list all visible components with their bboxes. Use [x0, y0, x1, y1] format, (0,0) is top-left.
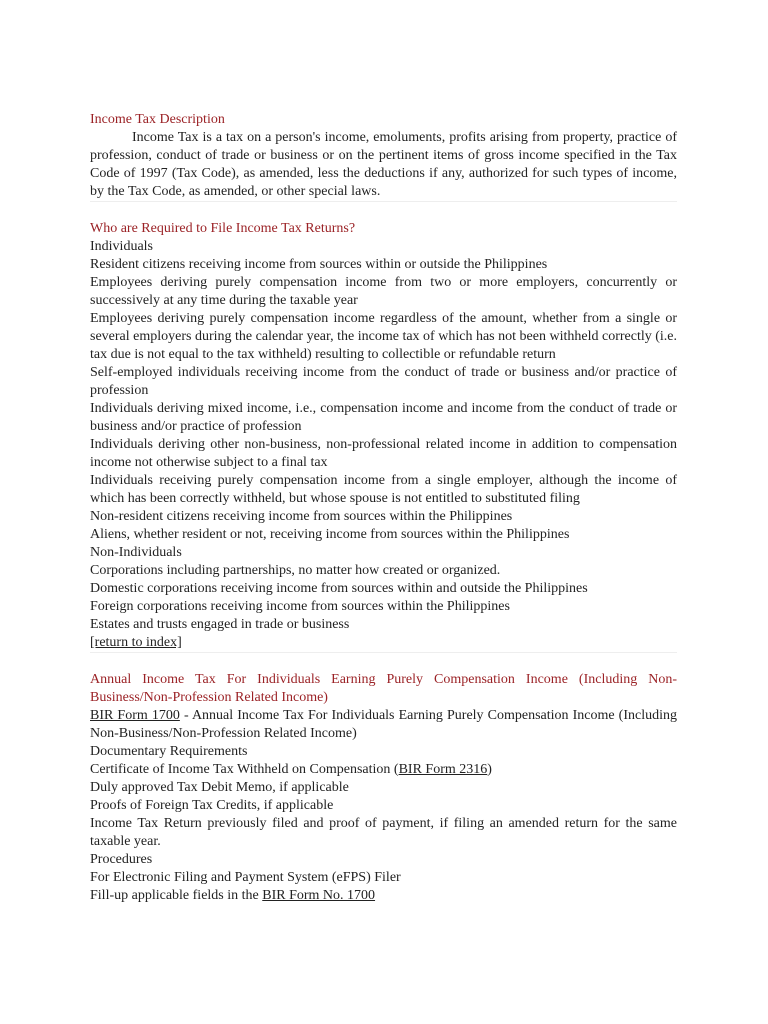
list-item: Proofs of Foreign Tax Credits, if applicable	[90, 798, 334, 813]
list-item: Individuals deriving other non-business, non-professional related income in addition to compensation income not otherwise subject to a final tax	[90, 437, 677, 470]
bir-form-2316-link[interactable]: BIR Form 2316	[398, 762, 488, 777]
list-item: Employees deriving purely compensation income regardless of the amount, whether from a single or several employers during the calendar year, the income tax of which has not been withheld correctly (i.e. tax due is not equal to the tax withheld) resulting to collectible or refundable return	[90, 311, 677, 362]
certificate-item	[90, 761, 677, 779]
list-item: Non-resident citizens receiving income from sources within the Philippines	[90, 509, 513, 524]
list-item: Aliens, whether resident or not, receiving income from sources within the Philippines	[90, 527, 570, 542]
procedures-label: Procedures	[90, 852, 153, 867]
documentary-requirements-label: Documentary Requirements	[90, 744, 248, 759]
list-item: Estates and trusts engaged in trade or business	[90, 617, 350, 632]
bir-form-no-1700-link[interactable]: BIR Form No. 1700	[262, 888, 376, 903]
list-item: Individuals receiving purely compensation income from a single employer, although the income of which has been correctly withheld, but whose spouse is not entitled to substituted filing	[90, 473, 677, 506]
list-item: Domestic corporations receiving income from sources within and outside the Philippines	[90, 581, 588, 596]
list-item: Self-employed individuals receiving income from the conduct of trade or business and/or practice of profession	[90, 365, 677, 398]
income-tax-description-heading: Income Tax Description	[90, 112, 225, 127]
bir-form-1700-description: - Annual Income Tax For Individuals Earning Purely Compensation Income (Including Non-Business/Non-Profession Related Income)	[90, 708, 678, 741]
list-item: Individuals deriving mixed income, i.e., compensation income and income from the conduct of trade or business and/or practice of profession	[90, 401, 677, 434]
certificate-text: Certificate of Income Tax Withheld on Compensation (	[90, 762, 399, 777]
efps-label: For Electronic Filing and Payment System (eFPS) Filer	[90, 870, 401, 885]
list-item: Resident citizens receiving income from sources within or outside the Philippines	[90, 257, 548, 272]
list-item: Foreign corporations receiving income from sources within the Philippines	[90, 599, 510, 614]
document-body	[90, 111, 677, 905]
bir-form-1700-link[interactable]: BIR Form 1700	[90, 708, 180, 723]
list-item: Income Tax Return previously filed and proof of payment, if filing an amended return for the same taxable year.	[90, 816, 677, 849]
bir-form-1700-paragraph	[90, 707, 677, 743]
certificate-suffix: )	[487, 762, 492, 777]
income-tax-description-paragraph: Income Tax is a tax on a person's income, emoluments, profits arising from property, practice of profession, conduct of trade or business or on the pertinent items of gross income specified in the Tax Code of 1997 (Tax Code), as amended, less the deductions if any, authorized for such types of income, by the Tax Code, as amended, or other special laws.	[90, 130, 677, 199]
fill-up-text: Fill-up applicable fields in the	[90, 888, 263, 903]
list-item: Employees deriving purely compensation income from two or more employers, concurrently or successively at any time during the taxable year	[90, 275, 677, 308]
who-required-heading: Who are Required to File Income Tax Returns?	[90, 221, 356, 236]
return-to-index-link[interactable]: [return to index]	[90, 635, 182, 650]
list-item: Individuals	[90, 239, 153, 254]
list-item: Corporations including partnerships, no matter how created or organized.	[90, 563, 501, 578]
annual-income-tax-heading: Annual Income Tax For Individuals Earning Purely Compensation Income (Including Non-Business/Non-Profession Related Income)	[90, 672, 677, 705]
who-required-list	[90, 238, 677, 634]
list-item: Non-Individuals	[90, 545, 182, 560]
list-item: Duly approved Tax Debit Memo, if applicable	[90, 780, 349, 795]
fill-up-item	[90, 887, 677, 905]
